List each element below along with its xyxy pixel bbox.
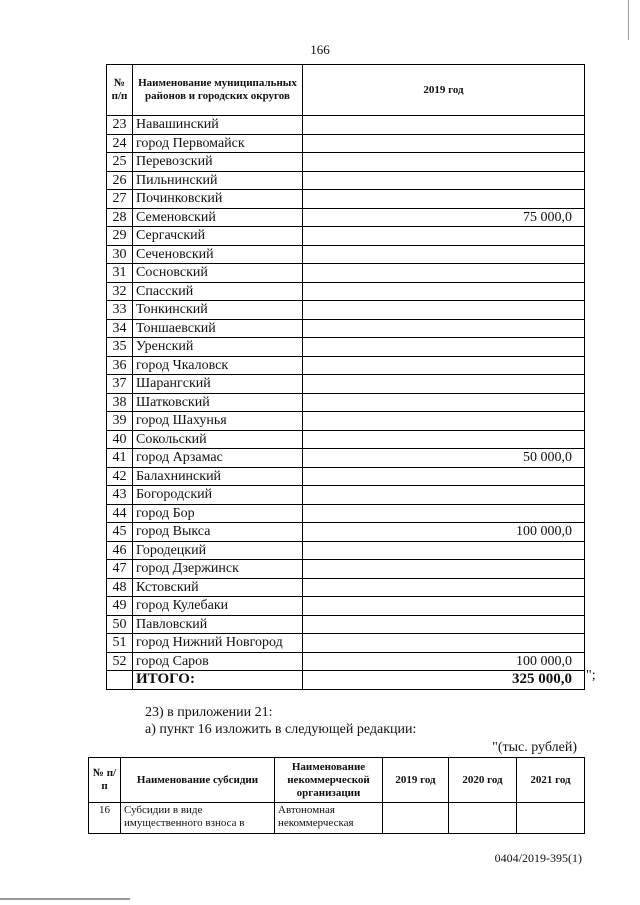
row-number: 50 [107,615,133,634]
subsidy-value [303,116,585,135]
subsidy-value [303,282,585,301]
municipality-name: Кстовский [133,578,303,597]
table-row [107,338,585,357]
row-number: 24 [107,134,133,153]
municipality-name: город Бор [133,504,303,523]
subsidy-value [303,356,585,375]
row-number: 25 [107,153,133,172]
table-row [107,208,585,227]
row-number: 51 [107,634,133,653]
municipality-name: Сеченовский [133,245,303,264]
table-row [107,171,585,190]
scan-edge-mark [628,0,629,40]
row-number: 43 [107,486,133,505]
total-label: ИТОГО: [133,671,303,690]
total-number-cell [107,671,133,690]
municipality-name: Семеновский [133,208,303,227]
subsidy-name: Субсидии в виде имущественного взноса в [121,803,275,834]
subsidy-value [303,227,585,246]
table-row [107,541,585,560]
subsidy-value: 75 000,0 [303,208,585,227]
row-number: 38 [107,393,133,412]
table-row [107,134,585,153]
table-row [107,504,585,523]
municipality-name: город Дзержинск [133,560,303,579]
municipality-name: Городецкий [133,541,303,560]
municipality-name: город Кулебаки [133,597,303,616]
total-value: 325 000,0 [303,671,585,690]
subsidy-value [303,560,585,579]
table-row [107,578,585,597]
row-number: 27 [107,190,133,209]
header-year-2021: 2021 год [517,758,585,803]
row-number: 36 [107,356,133,375]
subsidy-value [303,467,585,486]
row-number: 33 [107,301,133,320]
subsidy-value [303,153,585,172]
table-row [107,153,585,172]
table-row [107,652,585,671]
subsidy-value [303,301,585,320]
municipality-name: Балахнинский [133,467,303,486]
municipality-name: город Нижний Новгород [133,634,303,653]
table-row [89,803,585,834]
total-row [107,671,585,690]
subsidy-value [303,264,585,283]
municipal-subsidy-table [106,64,585,690]
municipality-name: город Первомайск [133,134,303,153]
municipality-name: город Арзамас [133,449,303,468]
table-header-row [89,758,585,803]
municipality-name: Перевозский [133,153,303,172]
municipality-name: Богородский [133,486,303,505]
municipality-name: город Саров [133,652,303,671]
table-row [107,597,585,616]
scan-edge-mark [0,898,130,900]
row-number: 34 [107,319,133,338]
subsidy-value [303,597,585,616]
header-subsidy-name: Наименование субсидии [121,758,275,803]
table-row [107,412,585,431]
table-row [107,634,585,653]
municipality-name: город Шахунья [133,412,303,431]
header-year-2020: 2020 год [449,758,517,803]
row-number: 29 [107,227,133,246]
table-row [107,467,585,486]
table-row [107,486,585,505]
subsidy-value [303,412,585,431]
subsidy-value: 50 000,0 [303,449,585,468]
municipality-name: Пильнинский [133,171,303,190]
municipality-name: Сосновский [133,264,303,283]
subsidy-value [303,615,585,634]
row-number: 37 [107,375,133,394]
row-number: 39 [107,412,133,431]
value-2019 [383,803,449,834]
subsidy-value [303,504,585,523]
subsidy-value [303,430,585,449]
municipality-name: Тоншаевский [133,319,303,338]
units-note: "(тыс. рублей) [492,740,577,755]
header-municipality-name: Наименование муниципальных районов и городских округов [133,65,303,116]
municipality-name: Сергачский [133,227,303,246]
table-row [107,319,585,338]
subsidy-value [303,578,585,597]
subsidy-value [303,541,585,560]
header-number: № п/п [107,65,133,116]
paragraph-appendix-21: 23) в приложении 21: [145,705,273,720]
header-year-2019: 2019 год [303,65,585,116]
table-row [107,449,585,468]
subsidy-value: 100 000,0 [303,523,585,542]
row-number: 42 [107,467,133,486]
organization-name: Автономная некоммерческая [275,803,383,834]
municipality-name: Тонкинский [133,301,303,320]
table-row [107,301,585,320]
paragraph-item-16: а) пункт 16 изложить в следующей редакции: [145,722,417,737]
subsidy-value [303,634,585,653]
subsidy-value [303,319,585,338]
closing-quote-mark: "; [586,668,596,683]
row-number: 26 [107,171,133,190]
row-number: 35 [107,338,133,357]
subsidy-table [88,757,585,834]
municipality-name: город Чкаловск [133,356,303,375]
subsidy-value [303,486,585,505]
row-number: 46 [107,541,133,560]
table-row [107,227,585,246]
subsidy-value [303,245,585,264]
municipality-name: Навашинский [133,116,303,135]
row-number: 49 [107,597,133,616]
row-number: 30 [107,245,133,264]
table-header-row [107,65,585,116]
subsidy-value [303,190,585,209]
row-number: 52 [107,652,133,671]
row-number: 40 [107,430,133,449]
table-row [107,560,585,579]
municipality-name: Уренский [133,338,303,357]
row-number: 47 [107,560,133,579]
header-organization-name: Наименование некоммерческой организации [275,758,383,803]
subsidy-value: 100 000,0 [303,652,585,671]
row-number: 45 [107,523,133,542]
row-number: 28 [107,208,133,227]
table-row [107,282,585,301]
row-number: 32 [107,282,133,301]
table-row [107,375,585,394]
municipality-name: Сокольский [133,430,303,449]
table-row [107,615,585,634]
municipality-name: Шарангский [133,375,303,394]
page-number: 166 [310,42,330,57]
municipality-name: Спасский [133,282,303,301]
table-row [107,245,585,264]
document-code: 0404/2019-395(1) [494,851,582,865]
row-number: 23 [107,116,133,135]
value-2021 [517,803,585,834]
municipality-name: Павловский [133,615,303,634]
subsidy-value [303,134,585,153]
table-row [107,356,585,375]
municipality-name: Починковский [133,190,303,209]
table-row [107,264,585,283]
header-number: № п/п [89,758,121,803]
header-year-2019: 2019 год [383,758,449,803]
table-row [107,393,585,412]
row-number: 41 [107,449,133,468]
table-row [107,430,585,449]
subsidy-value [303,375,585,394]
row-number: 31 [107,264,133,283]
subsidy-value [303,171,585,190]
row-number: 16 [89,803,121,834]
row-number: 48 [107,578,133,597]
table-row [107,190,585,209]
row-number: 44 [107,504,133,523]
municipality-name: Шатковский [133,393,303,412]
municipality-name: город Выкса [133,523,303,542]
table-row [107,116,585,135]
subsidy-value [303,338,585,357]
table-row [107,523,585,542]
subsidy-value [303,393,585,412]
value-2020 [449,803,517,834]
